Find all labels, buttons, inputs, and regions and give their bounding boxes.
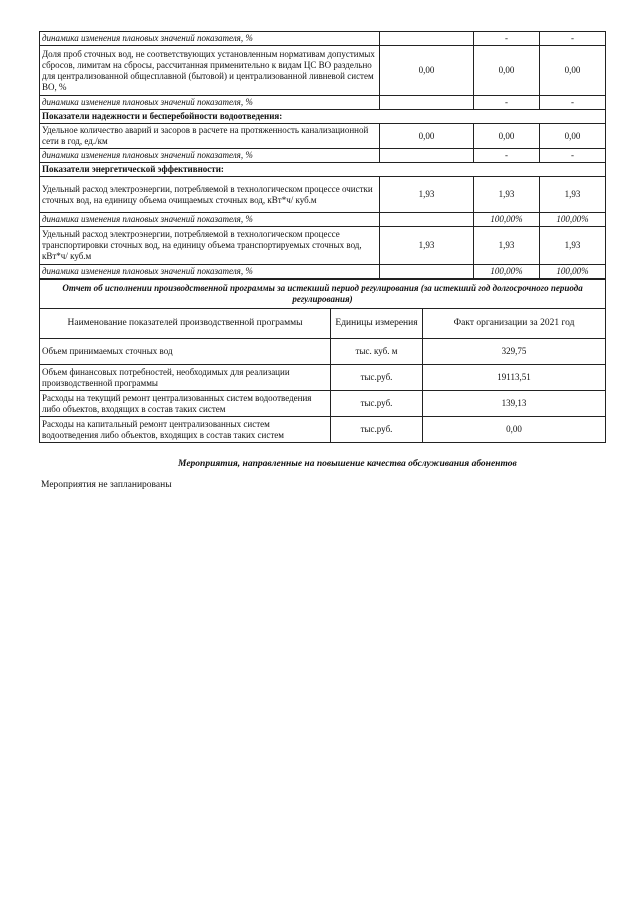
row-label: Доля проб сточных вод, не соответствующих установленным нормативам допустимых сбросов, лимитам на сбросы, рассчитанная применительно к видам ЦС ВО раздельно для централизованной общесплавной (бытовой) и централизованной ливневой систем ВО, %: [40, 46, 380, 96]
table-row: [40, 177, 606, 213]
report-title: Отчет об исполнении производственной программы за истекший период регулирования (за истекший год долгосрочного периода регулирования): [40, 280, 606, 309]
row-label: динамика изменения плановых значений показателя, %: [40, 32, 380, 46]
row-value: -: [474, 96, 540, 110]
row-value: 1,93: [540, 177, 606, 213]
row-label: Удельное количество аварий и засоров в расчете на протяженность канализационной сети в год, ед./км: [40, 124, 380, 149]
table-row: [40, 265, 606, 279]
row-label: Расходы на капитальный ремонт централизованных систем водоотведения либо объектов, входящих в состав таких систем: [40, 417, 331, 443]
program-report-table: [39, 279, 606, 443]
row-value: 0,00: [540, 124, 606, 149]
row-value: 100,00%: [540, 265, 606, 279]
row-value: 100,00%: [474, 213, 540, 227]
row-value: [380, 96, 474, 110]
row-value: 1,93: [474, 177, 540, 213]
row-label: Объем принимаемых сточных вод: [40, 339, 331, 365]
table-row: [40, 227, 606, 265]
row-unit: тыс. куб. м: [331, 339, 423, 365]
row-value: [380, 149, 474, 163]
table-row: [40, 46, 606, 96]
row-value: -: [540, 149, 606, 163]
row-value: 19113,51: [423, 365, 606, 391]
header-row: [40, 309, 606, 339]
table-row: [40, 417, 606, 443]
row-value: -: [540, 32, 606, 46]
row-value: 1,93: [474, 227, 540, 265]
section-title: Показатели надежности и бесперебойности водоотведения:: [40, 110, 606, 124]
row-value: 139,13: [423, 391, 606, 417]
section-header-row: [40, 110, 606, 124]
table-row: [40, 339, 606, 365]
row-value: 1,93: [540, 227, 606, 265]
row-value: 100,00%: [540, 213, 606, 227]
row-value: 329,75: [423, 339, 606, 365]
table-row: [40, 391, 606, 417]
measures-text: Мероприятия не запланированы: [41, 480, 172, 490]
row-unit: тыс.руб.: [331, 365, 423, 391]
row-value: 0,00: [380, 124, 474, 149]
row-value: -: [474, 149, 540, 163]
row-label: динамика изменения плановых значений показателя, %: [40, 96, 380, 110]
row-value: [380, 265, 474, 279]
table-row: [40, 213, 606, 227]
row-label: динамика изменения плановых значений показателя, %: [40, 213, 380, 227]
row-label: Расходы на текущий ремонт централизованных систем водоотведения либо объектов, входящих в состав таких систем: [40, 391, 331, 417]
row-value: 0,00: [423, 417, 606, 443]
column-header-fact: Факт организации за 2021 год: [423, 309, 606, 339]
row-label: Объем финансовых потребностей, необходимых для реализации производственной программы: [40, 365, 331, 391]
table-row: [40, 365, 606, 391]
column-header-name: Наименование показателей производственной программы: [40, 309, 331, 339]
row-value: 0,00: [380, 46, 474, 96]
row-value: 100,00%: [474, 265, 540, 279]
column-header-unit: Единицы измерения: [331, 309, 423, 339]
row-label: динамика изменения плановых значений показателя, %: [40, 149, 380, 163]
row-value: [380, 32, 474, 46]
row-unit: тыс.руб.: [331, 417, 423, 443]
row-value: -: [474, 32, 540, 46]
row-value: 0,00: [540, 46, 606, 96]
row-label: динамика изменения плановых значений показателя, %: [40, 265, 380, 279]
table-row: [40, 124, 606, 149]
row-value: -: [540, 96, 606, 110]
row-value: 0,00: [474, 46, 540, 96]
table-row: [40, 96, 606, 110]
row-value: 1,93: [380, 227, 474, 265]
row-value: [380, 213, 474, 227]
row-value: 0,00: [474, 124, 540, 149]
report-title-row: [40, 280, 606, 309]
section-title: Показатели энергетической эффективности:: [40, 163, 606, 177]
row-unit: тыс.руб.: [331, 391, 423, 417]
row-label: Удельный расход электроэнергии, потребляемой в технологическом процессе транспортировки сточных вод, на единицу объема транспортируемых сточных вод, кВт*ч/ куб.м: [40, 227, 380, 265]
row-label: Удельный расход электроэнергии, потребляемой в технологическом процессе очистки сточных вод, на единицу объема очищаемых сточных вод, кВт*ч/ куб.м: [40, 177, 380, 213]
table-row: [40, 32, 606, 46]
indicators-table: [39, 31, 606, 279]
section-header-row: [40, 163, 606, 177]
row-value: 1,93: [380, 177, 474, 213]
measures-title: Мероприятия, направленные на повышение качества обслуживания абонентов: [178, 459, 517, 469]
table-row: [40, 149, 606, 163]
